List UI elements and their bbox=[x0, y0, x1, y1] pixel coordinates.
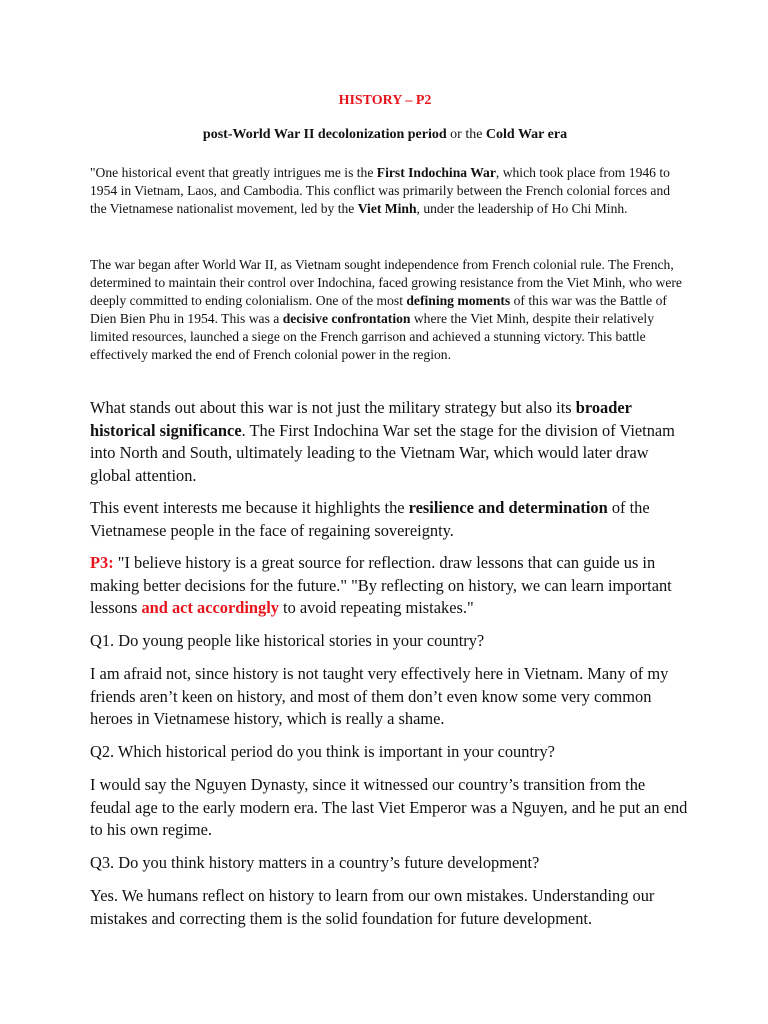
para1-bold-2: Viet Minh bbox=[357, 201, 417, 216]
answer-2: I would say the Nguyen Dynasty, since it witnessed our country’s transition from the feudal age to the early modern era. The last Viet Emperor was a Nguyen, and he put an end to his own regime. bbox=[90, 775, 688, 839]
para2-text-2: of this war was the Battle of Dien Bien Phu in 1954. This was a bbox=[90, 293, 667, 326]
para1-text-2: , which took place from 1946 to 1954 in Vietnam, Laos, and Cambodia. This conflict was primarily between the French colonial forces and the Vietnamese nationalist movement, led by the bbox=[90, 165, 671, 216]
para2-bold-1: defining moments bbox=[406, 293, 511, 308]
para2-text-1: The war began after World War II, as Vietnam sought independence from French colonial rule. The French, determined to maintain their control over Indochina, faced growing resistance from the Viet Minh, who were deeply committed to ending colonialism. One of the most bbox=[90, 257, 682, 308]
answer-3: Yes. We humans reflect on history to learn from our own mistakes. Understanding our mistakes and correcting them is the solid foundation for future development. bbox=[90, 886, 655, 928]
para1-text-1: "One historical event that greatly intrigues me is the bbox=[90, 165, 377, 180]
para4-bold-1: resilience and determination bbox=[408, 498, 608, 517]
para3-text-1: What stands out about this war is not just the military strategy but also its bbox=[90, 398, 576, 417]
subtitle-joiner: or the bbox=[446, 127, 486, 142]
para2-bold-2: decisive confrontation bbox=[282, 311, 411, 326]
para2-text-3: where the Viet Minh, despite their relatively limited resources, launched a siege on the French garrison and achieved a stunning victory. This battle effectively marked the end of French colonial power in the region. bbox=[90, 311, 654, 362]
question-1: Q1. Do young people like historical stories in your country? bbox=[90, 631, 485, 650]
paragraph-4 bbox=[90, 497, 690, 542]
document-subtitle bbox=[90, 127, 680, 143]
question-2: Q2. Which historical period do you think is important in your country? bbox=[90, 742, 555, 761]
question-3: Q3. Do you think history matters in a country’s future development? bbox=[90, 853, 540, 872]
para5-highlight: and act accordingly bbox=[141, 598, 279, 617]
para3-text-2: . The First Indochina War set the stage for the division of Vietnam into North and South, ultimately leading to the Vietnam War, which would later draw global attention. bbox=[90, 420, 675, 485]
part-3-label: P3: bbox=[90, 553, 114, 572]
paragraph-3 bbox=[90, 397, 690, 487]
subtitle-part-2: Cold War era bbox=[485, 127, 568, 142]
para5-text-1: "I believe history is a great source for reflection. draw lessons that can guide us in making better decisions for the future." "By reflecting on history, we can learn important lessons bbox=[90, 553, 672, 617]
para4-text-2: of the Vietnamese people in the face of regaining sovereignty. bbox=[90, 498, 650, 540]
para1-bold-1: First Indochina War bbox=[376, 165, 496, 180]
paragraph-5 bbox=[90, 552, 690, 620]
answer-1: I am afraid not, since history is not taught very effectively here in Vietnam. Many of my friends aren’t keen on history, and most of them don’t even know some very common heroes in Vietnamese history, which is really a shame. bbox=[90, 664, 669, 728]
subtitle-part-1: post-World War II decolonization period bbox=[202, 127, 447, 142]
para3-bold-1: broader historical significance bbox=[90, 398, 632, 440]
para1-text-3: , under the leadership of Ho Chi Minh. bbox=[416, 201, 628, 216]
document-title: HISTORY – P2 bbox=[338, 93, 432, 108]
para5-text-2: to avoid repeating mistakes." bbox=[278, 598, 474, 617]
para4-text-1: This event interests me because it highlights the bbox=[90, 498, 409, 517]
paragraph-1 bbox=[90, 164, 682, 218]
paragraph-2 bbox=[90, 256, 682, 364]
